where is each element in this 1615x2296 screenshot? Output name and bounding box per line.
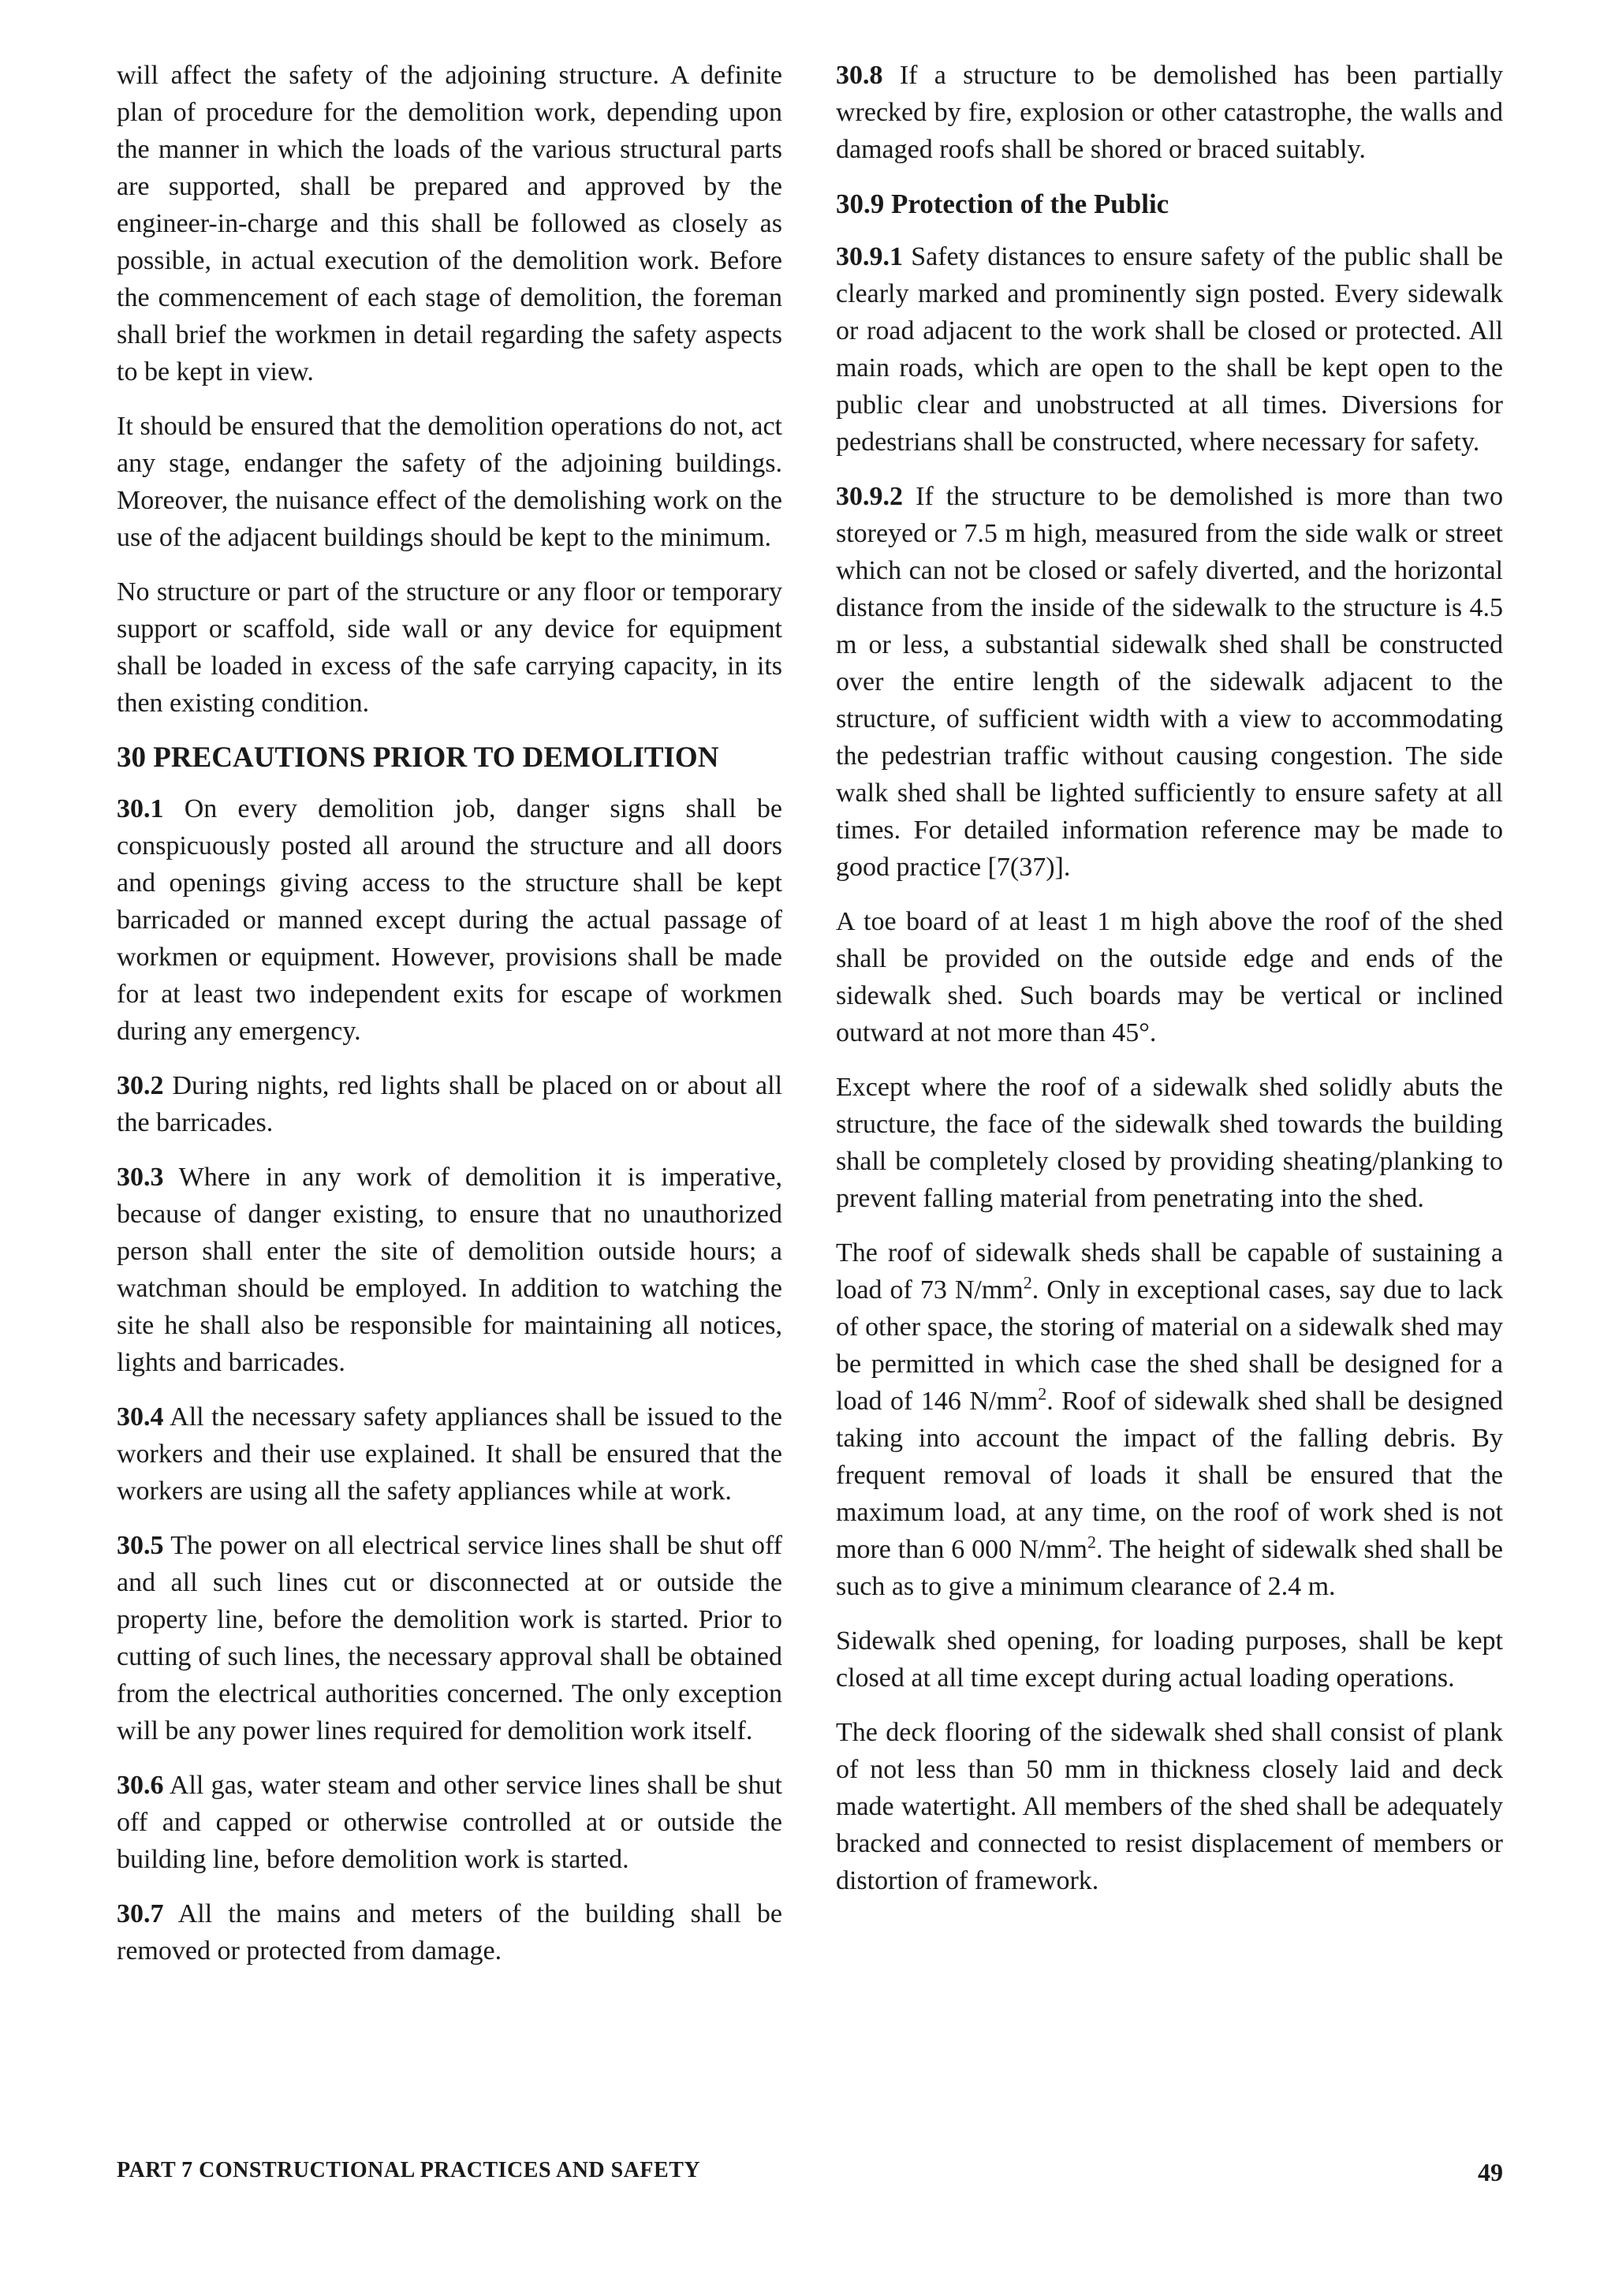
clause-30-4: [117, 1398, 782, 1510]
page-number: 49: [1478, 2158, 1503, 2186]
clause-number: 30.4: [117, 1402, 164, 1432]
clause-number: 30.2: [117, 1071, 164, 1100]
clause-number: 30.7: [117, 1899, 164, 1928]
paragraph-shed-opening: Sidewalk shed opening, for loading purposes, shall be kept closed at all time except during actual loading operations.: [836, 1626, 1503, 1693]
clause-30-7: [117, 1895, 782, 1969]
clause-number: 30.9.2: [836, 482, 903, 511]
clause-30-2: [117, 1067, 782, 1141]
clause-number: 30.5: [117, 1531, 164, 1560]
paragraph-load-limit: No structure or part of the structure or any floor or temporary support or scaffold, side wall or any device for equipment shall be loaded in excess of the safe carrying capacity, in its then existing condition.: [117, 577, 782, 718]
clause-text: Safety distances to ensure safety of the public shall be clearly marked and prominently sign posted. Every sidewalk or road adjacent to the work shall be closed or protected. All main roads, which are open to the shall be kept open to the public clear and unobstructed at all times. Diversions for pedestrians shall be constructed, where necessary for safety.: [836, 242, 1504, 457]
clause-text: The power on all electrical service lines shall be shut off and all such lines cut or disconnected at or outside the property line, before the demolition work is started. Prior to cutting of such lines, the necessary approval shall be obtained from the electrical authorities concerned. The only exception will be any power lines required for demolition work itself.: [117, 1531, 782, 1745]
roof-text-b: . Only in exceptional cases, say due to lack of other space, the storing of material on a sidewalk shed may be permitted in which case the shed shall be designed for a load of 146 N/mm: [836, 1275, 1503, 1416]
left-column: [117, 57, 782, 1987]
superscript: 2: [1087, 1532, 1096, 1552]
paragraph-shed-roof-load: [836, 1234, 1503, 1605]
clause-30-6: [117, 1767, 782, 1878]
clause-text: All the necessary safety appliances shall be issued to the workers and their use explained. It shall be ensured that the workers are using all the safety appliances while at work.: [117, 1402, 782, 1506]
clause-text: On every demolition job, danger signs shall be conspicuously posted all around the structure and all doors and openings giving access to the structure shall be kept barricaded or manned except during the actual passage of workmen or equipment. However, provisions shall be made for at least two independent exits for escape of workmen during any emergency.: [117, 794, 783, 1046]
clause-text: If a structure to be demolished has been partially wrecked by fire, explosion or other catastrophe, the walls and damaged roofs shall be shored or braced suitably.: [836, 61, 1503, 164]
paragraph-toe-board: A toe board of at least 1 m high above the roof of the shed shall be provided on the outside edge and ends of the sidewalk shed. Such boards may be vertical or inclined outward at not more than 45°.: [836, 907, 1503, 1047]
clause-30-1: [117, 790, 782, 1050]
paragraph-shed-face: Except where the roof of a sidewalk shed solidly abuts the structure, the face of the sidewalk shed towards the building shall be completely closed by providing sheating/planking to prevent falling material from penetrating into the shed.: [836, 1073, 1503, 1213]
roof-text-d: . The height of sidewalk shed shall be such as to give a minimum clearance of 2.4 m.: [836, 1535, 1503, 1601]
page-footer: [117, 2158, 1503, 2197]
clause-number: 30.1: [117, 794, 164, 823]
clause-text: Where in any work of demolition it is imperative, because of danger existing, to ensure that no unauthorized person shall enter the site of demolition outside hours; a watchman should be employed. In addition to watching the site he shall also be responsible for maintaining all notices, lights and barricades.: [117, 1163, 782, 1377]
clause-30-8: [836, 57, 1503, 168]
clause-text: All gas, water steam and other service lines shall be shut off and capped or otherwise controlled at or outside the building line, before demolition work is started.: [117, 1771, 783, 1874]
clause-number: 30.3: [117, 1163, 164, 1192]
clause-30-9-2: [836, 478, 1503, 886]
section-heading-30-9: 30.9 Protection of the Public: [836, 189, 1169, 219]
paragraph-adjoining-safety: It should be ensured that the demolition operations do not, act any stage, endanger the safety of the adjoining buildings. Moreover, the nuisance effect of the demolishing work on the use of the adjacent buildings should be kept to the minimum.: [117, 412, 782, 552]
clause-text: All the mains and meters of the building shall be removed or protected from damage.: [117, 1899, 783, 1966]
roof-text-a: The roof of sidewalk sheds shall be capable of sustaining a load of 73 N/mm: [836, 1238, 1503, 1305]
roof-text-c: . Roof of sidewalk shed shall be designed taking into account the impact of the falling debris. By frequent removal of loads it shall be ensured that the maximum load, at any time, on the roof of work shed is not more than 6 000 N/mm: [836, 1387, 1503, 1564]
clause-text: During nights, red lights shall be placed on or about all the barricades.: [117, 1071, 783, 1137]
clause-30-3: [117, 1159, 782, 1381]
clause-30-5: [117, 1527, 782, 1749]
superscript: 2: [1023, 1272, 1032, 1293]
section-heading-30: 30 PRECAUTIONS PRIOR TO DEMOLITION: [117, 741, 719, 774]
clause-text: If the structure to be demolished is more than two storeyed or 7.5 m high, measured from the side walk or street which can not be closed or safely diverted, and the horizontal distance from the inside of the sidewalk to the structure is 4.5 m or less, a substantial sidewalk shed shall be constructed over the entire length of the sidewalk adjacent to the structure, of sufficient width with a view to accommodating the pedestrian traffic without causing congestion. The side walk shed shall be lighted sufficiently to ensure safety at all times. For detailed information reference may be made to good practice [7(37)].: [836, 482, 1504, 882]
paragraph-deck-flooring: The deck flooring of the sidewalk shed shall consist of plank of not less than 50 mm in thickness closely laid and deck made watertight. All members of the shed shall be adequately bracked and connected to resist displacement of members or distortion of framework.: [836, 1718, 1503, 1895]
right-column: [836, 57, 1503, 1917]
clause-30-9-1: [836, 238, 1503, 461]
superscript: 2: [1038, 1383, 1047, 1404]
footer-part-title: PART 7 CONSTRUCTIONAL PRACTICES AND SAFETY: [117, 2158, 701, 2182]
paragraph-demolition-plan: will affect the safety of the adjoining structure. A definite plan of procedure for the demolition work, depending upon the manner in which the loads of the various structural parts are supported, shall be prepared and approved by the engineer-in-charge and this shall be followed as closely as possible, in actual execution of the demolition work. Before the commencement of each stage of demolition, the foreman shall brief the workmen in detail regarding the safety aspects to be kept in view.: [117, 61, 782, 386]
clause-number: 30.8: [836, 61, 883, 90]
clause-number: 30.6: [117, 1771, 164, 1800]
clause-number: 30.9.1: [836, 242, 903, 271]
